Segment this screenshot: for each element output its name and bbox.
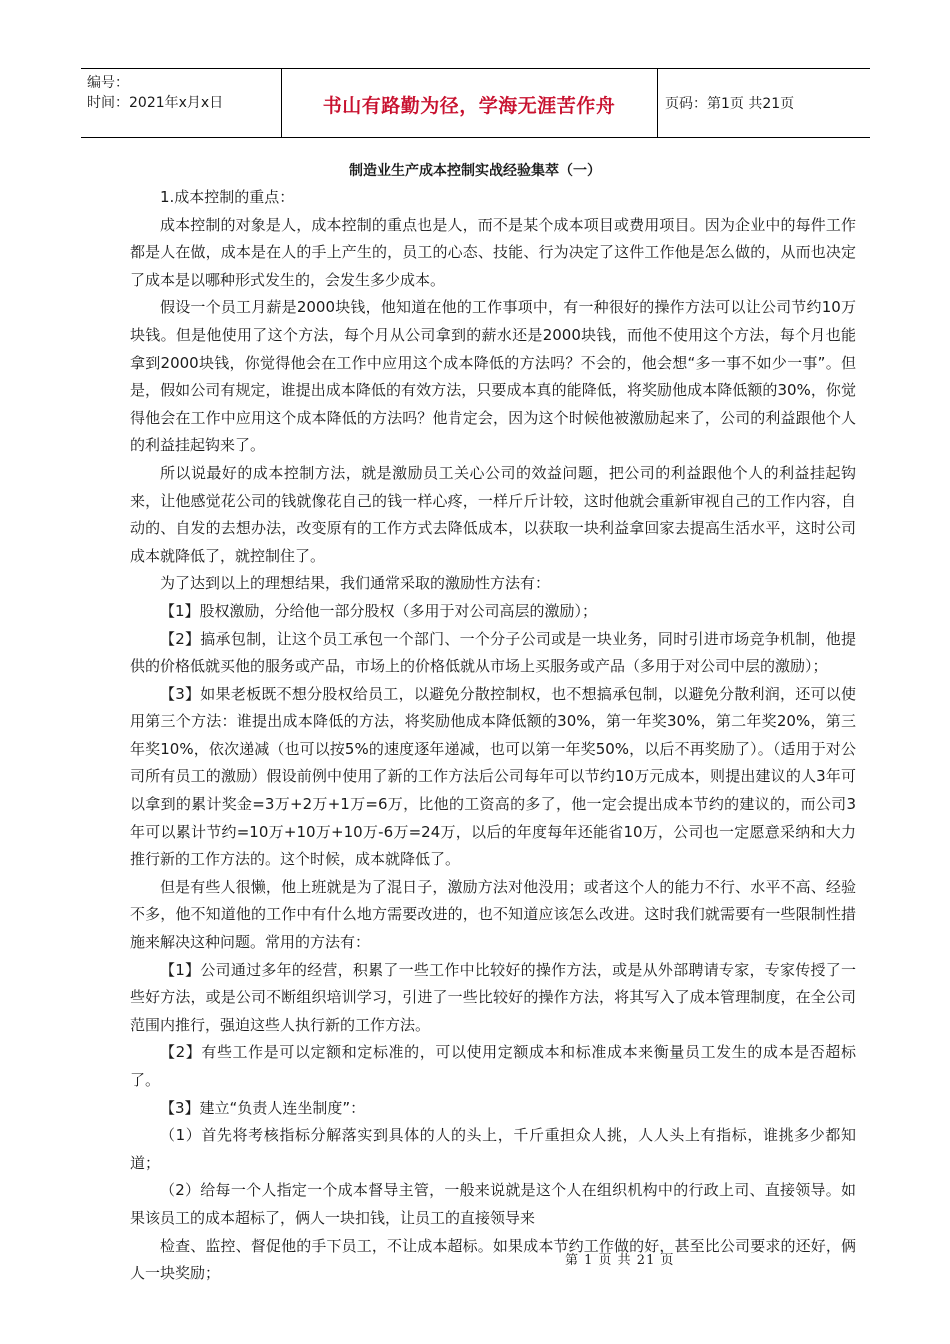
header-divider: [657, 69, 658, 137]
body-paragraph: 但是有些人很懒，他上班就是为了混日子，激励方法对他没用；或者这个人的能力不行、水平不高、经验不多，他不知道他的工作中有什么地方需要改进的，也不知道应该怎么改进。这时我们就需要有一些限制性措施来解决这种问题。常用的方法有：: [130, 877, 856, 952]
body-paragraph: 【1】公司通过多年的经营，积累了一些工作中比较好的操作方法，或是从外部聘请专家，专家传授了一些好方法，或是公司不断组织培训学习，引进了一些比较好的操作方法，将其写入了成本管理制度，在全公司范围内推行，强迫这些人执行新的工作方法。: [130, 960, 856, 1034]
body-paragraph: 假设一个员工月薪是2000块钱，他知道在他的工作事项中，有一种很好的操作方法可以让公司节约10万块钱。但是他使用了这个方法，每个月从公司拿到的薪水还是2000块钱，而他不使用这个方法，每个月也能拿到2000块钱，你觉得他会在工作中应用这个成本降低的方法吗？不会的，他会想“多一事不如少一事”。但是，假如公司有规定，谁提出成本降低的有效方法，只要成本真的能降低，将奖励他成本降低额的30%，你觉得他会在工作中应用这个成本降低的方法吗？他肯定会，因为这个时候他被激励起来了，公司的利益跟他个人的利益挂起钩来了。: [130, 298, 856, 455]
body-paragraph: 检查、监控、督促他的手下员工，不让成本超标。如果成本节约工作做的好，甚至比公司要求的还好，俩人一块奖励；: [130, 1236, 856, 1283]
header-meta: [87, 73, 223, 113]
body-paragraph: 所以说最好的成本控制方法，就是激励员工关心公司的效益问题，把公司的利益跟他个人的利益挂起钩来，让他感觉花公司的钱就像花自己的钱一样心疼，一样斤斤计较，这时他就会重新审视自己的工作内容，自动的、自发的去想办法，改变原有的工作方式去降低成本，以获取一块利益拿回家去提高生活水平，这时公司成本就降低了，就控制住了。: [130, 463, 856, 565]
body-paragraph: 【1】股权激励，分给他一部分股权（多用于对公司高层的激励）；: [160, 601, 598, 620]
page-footer: 第 1 页 共 21 页: [565, 1253, 675, 1268]
body-paragraph: 【3】如果老板既不想分股权给员工，以避免分散控制权，也不想搞承包制，以避免分散利润，还可以使用第三个方法：谁提出成本降低的方法，将奖励他成本降低额的30%，第一年奖30%，第二年奖20%，第三年奖10%，依次递减（也可以按5%的速度逐年递减，也可以第一年奖50%，以后不再奖励了）。（适用于对公司所有员工的激励）假设前例中使用了新的工作方法后公司每年可以节约10万元成本，则提出建议的人3年可以拿到的累计奖金=3万+2万+1万=6万，比他的工资高的多了，他一定会提出成本节约的建议的，而公司3年可以累计节约=10万+10万+10万-6万=24万，以后的年度每年还能省10万，公司也一定愿意采纳和大力推行新的工作方法的。这个时候，成本就降低了。: [130, 684, 856, 869]
document-title: 制造业生产成本控制实战经验集萃（一）: [349, 163, 601, 179]
number-label: 编号：: [87, 75, 129, 91]
body-paragraph: 1.成本控制的重点：: [160, 188, 295, 206]
body-paragraph: 为了达到以上的理想结果，我们通常采取的激励性方法有：: [160, 574, 551, 593]
body-paragraph: （2）给每一个人指定一个成本督导主管，一般来说就是这个人在组织机构中的行政上司、直接领导。如果该员工的成本超标了，俩人一块扣钱，让员工的直接领导来: [130, 1181, 856, 1227]
body-paragraph: 成本控制的对象是人，成本控制的重点也是人，而不是某个成本项目或费用项目。因为企业中的每件工作都是人在做，成本是在人的手上产生的，员工的心态、技能、行为决定了这件工作他是怎么做的，从而也决定了成本是以哪种形式发生的，会发生多少成本。: [130, 215, 856, 289]
document-header: [81, 68, 870, 138]
header-motto: 书山有路勤为径，学海无涯苦作舟: [322, 95, 616, 117]
date-label: 时间：2021年x月x日: [87, 95, 224, 111]
header-page-info: 页码：第1页 共21页: [665, 96, 795, 112]
document-body: [130, 184, 856, 1288]
body-paragraph: 【2】有些工作是可以定额和定标准的，可以使用定额成本和标准成本来衡量员工发生的成本是否超标了。: [130, 1043, 856, 1089]
body-paragraph: 【3】建立“负责人连坐制度”：: [160, 1098, 366, 1117]
body-paragraph: （1）首先将考核指标分解落实到具体的人的头上，千斤重担众人挑，人人头上有指标，谁挑多少都知道；: [130, 1126, 856, 1172]
body-paragraph: 【2】搞承包制，让这个员工承包一个部门、一个分子公司或是一块业务，同时引进市场竞争机制，他提供的价格低就买他的服务或产品，市场上的价格低就从市场上买服务或产品（多用于对公司中层的激励）；: [130, 629, 856, 676]
